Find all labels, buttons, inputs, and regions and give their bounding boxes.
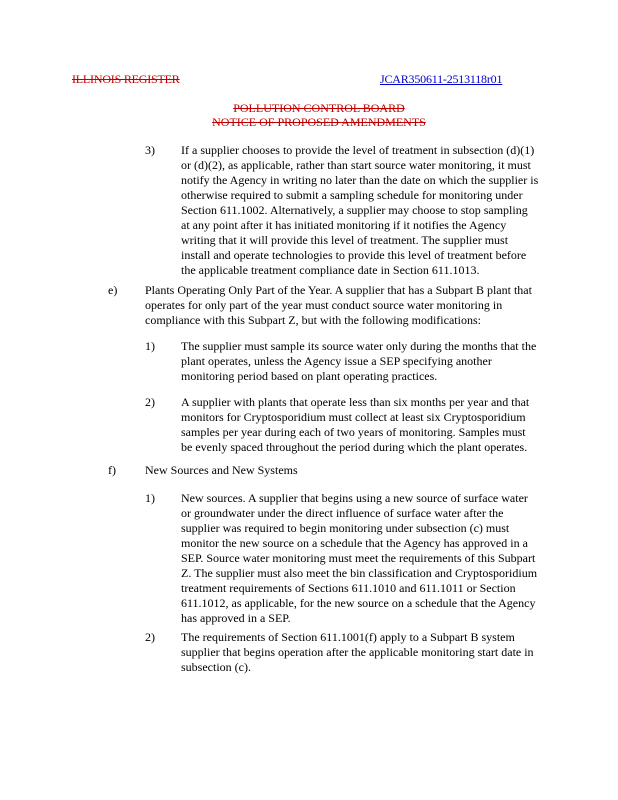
item-number: 2) [145,630,155,644]
jcar-code-link[interactable]: JCAR350611-2513118r01 [380,72,503,86]
notice-title: NOTICE OF PROPOSED AMENDMENTS [212,115,426,129]
item-text: The requirements of Section 611.1001(f) apply to a Subpart B system supplier that begins operation after the applicable monitoring start date in subsection (c). [181,630,534,674]
item-number: 1) [145,339,155,353]
register-title: ILLINOIS REGISTER [72,72,180,86]
item-number: 2) [145,395,155,409]
subsection-e2 [0,395,618,457]
subsection-f [0,463,618,479]
item-text: New sources. A supplier that begins using a new source of surface water or groundwater under the direct influence of surface water after the supplier was required to begin monitoring under subsection (c) must monitor the new source on a schedule that the Agency has approved in a SEP. Source water monitoring must meet the requirements of this Subpart Z. The supplier must also meet the bin classification and Cryptosporidium treatment requirements of Sections 611.1010 and 611.1011 or Section 611.1012, as applicable, for the new source on a schedule that the Agency has approved in a SEP. [181,491,538,625]
subsection-d3 [0,143,618,283]
item-text: A supplier with plants that operate less than six months per year and that monitors for Cryptosporidium must collect at least six Cryptosporidium samples per year during each of two years of monitoring. Samples must be evenly spaced throughout the period during which the plant operates. [181,395,530,454]
item-text: The supplier must sample its source water only during the months that the plant operates, unless the Agency issue a SEP specifying another monitoring period based on plant operating practices. [181,339,537,383]
agency-name: POLLUTION CONTROL BOARD [233,101,405,115]
item-number: e) [108,283,118,297]
subsection-f2 [0,630,618,676]
item-text: If a supplier chooses to provide the level of treatment in subsection (d)(1) or (d)(2), as applicable, rather than start source water monitoring, it must notify the Agency in writing no later than the date on which the supplier is otherwise required to submit a sampling schedule for monitoring under Section 611.1002. Alternatively, a supplier may choose to stop sampling at any point after it has initiated monitoring if it notifies the Agency writing that it will provide this level of treatment. The supplier must install and operate technologies to provide this level of treatment before the applicable treatment compliance date in Section 611.1013. [181,143,539,277]
item-number: 3) [145,143,155,157]
item-text: New Sources and New Systems [145,463,298,477]
item-number: f) [108,463,116,477]
item-number: 1) [145,491,155,505]
subsection-f1 [0,491,618,627]
subsection-e [0,283,618,329]
item-text: Plants Operating Only Part of the Year. A supplier that has a Subpart B plant that operates for only part of the year must conduct source water monitoring in compliance with this Subpart Z, but with the following modifications: [145,283,532,327]
subsection-e1 [0,339,618,385]
